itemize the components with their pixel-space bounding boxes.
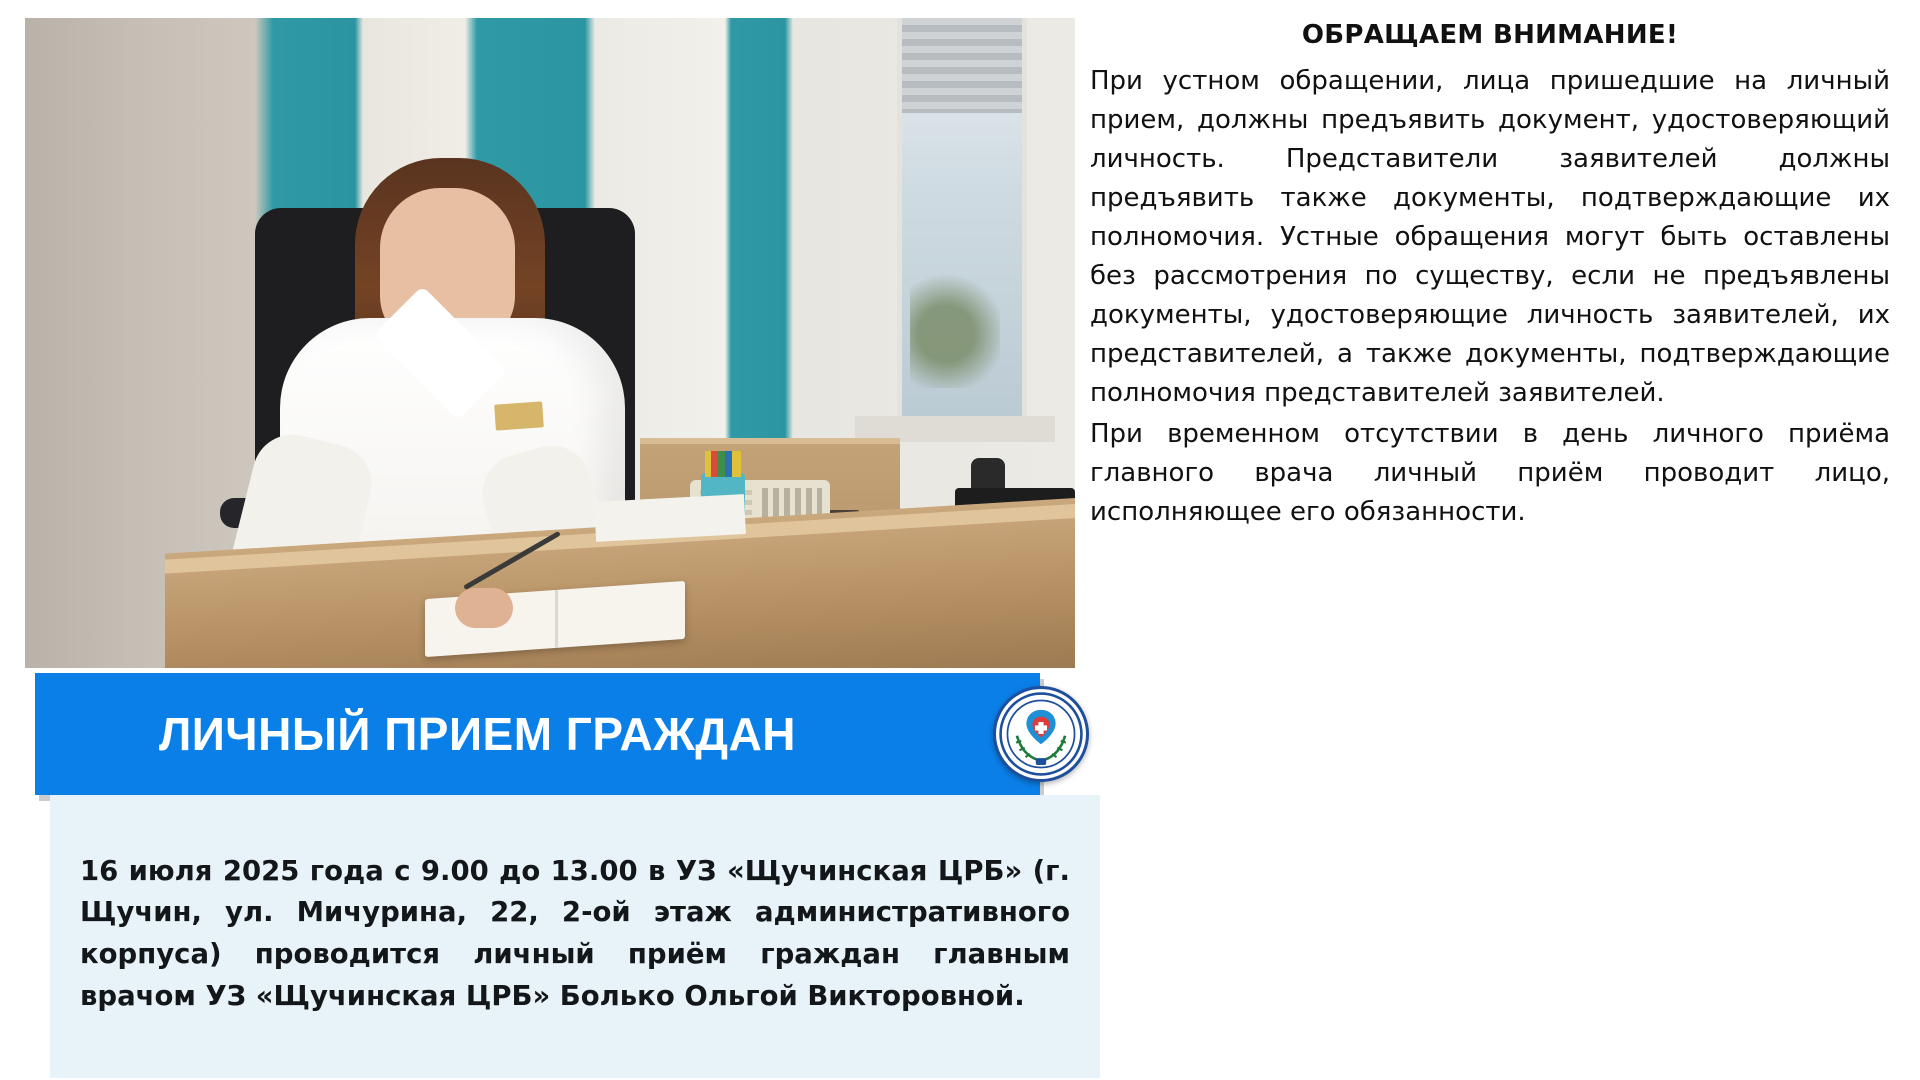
- photo-name-badge: [494, 401, 544, 430]
- left-column: [25, 18, 1075, 1060]
- notice-column: [1090, 20, 1890, 534]
- health-ministry-emblem-icon: [993, 686, 1089, 782]
- notice-paragraph-2: При временном отсутствии в день личного приёма главного врача личный приём проводит лицо, исполняющее его обязанности.: [1090, 419, 1890, 527]
- banner-title: ЛИЧНЫЙ ПРИЕМ ГРАЖДАН: [158, 708, 797, 760]
- notice-heading: ОБРАЩАЕМ ВНИМАНИЕ!: [1301, 20, 1679, 50]
- notice-paragraph-1: При устном обращении, лица пришедшие на личный прием, должны предъявить документ, удостоверяющий личность. Представители заявителей должны предъявить также документы, подтверждающие их полномочия. Устные обращения могут быть оставлены без рассмотрения по существу, если не предъявлены документы, удостоверяющие личность заявителей, их представителей, а также документы, подтверждающие полномочия представителей заявителей.: [1090, 66, 1890, 408]
- office-photo: [25, 18, 1075, 668]
- banner: [35, 673, 1040, 795]
- photo-window: [897, 18, 1027, 438]
- photo-person-hand: [455, 588, 513, 628]
- event-info-text: 16 июля 2025 года с 9.00 до 13.00 в УЗ «Щучинская ЦРБ» (г. Щучин, ул. Мичурина, 22, 2-ой этаж административного корпуса) проводится личный приём граждан главным врачом УЗ «Щучинская ЦРБ» Болько Ольгой Викторовной.: [80, 854, 1070, 1012]
- event-info-box: [50, 795, 1100, 1078]
- photo-papers: [594, 494, 746, 542]
